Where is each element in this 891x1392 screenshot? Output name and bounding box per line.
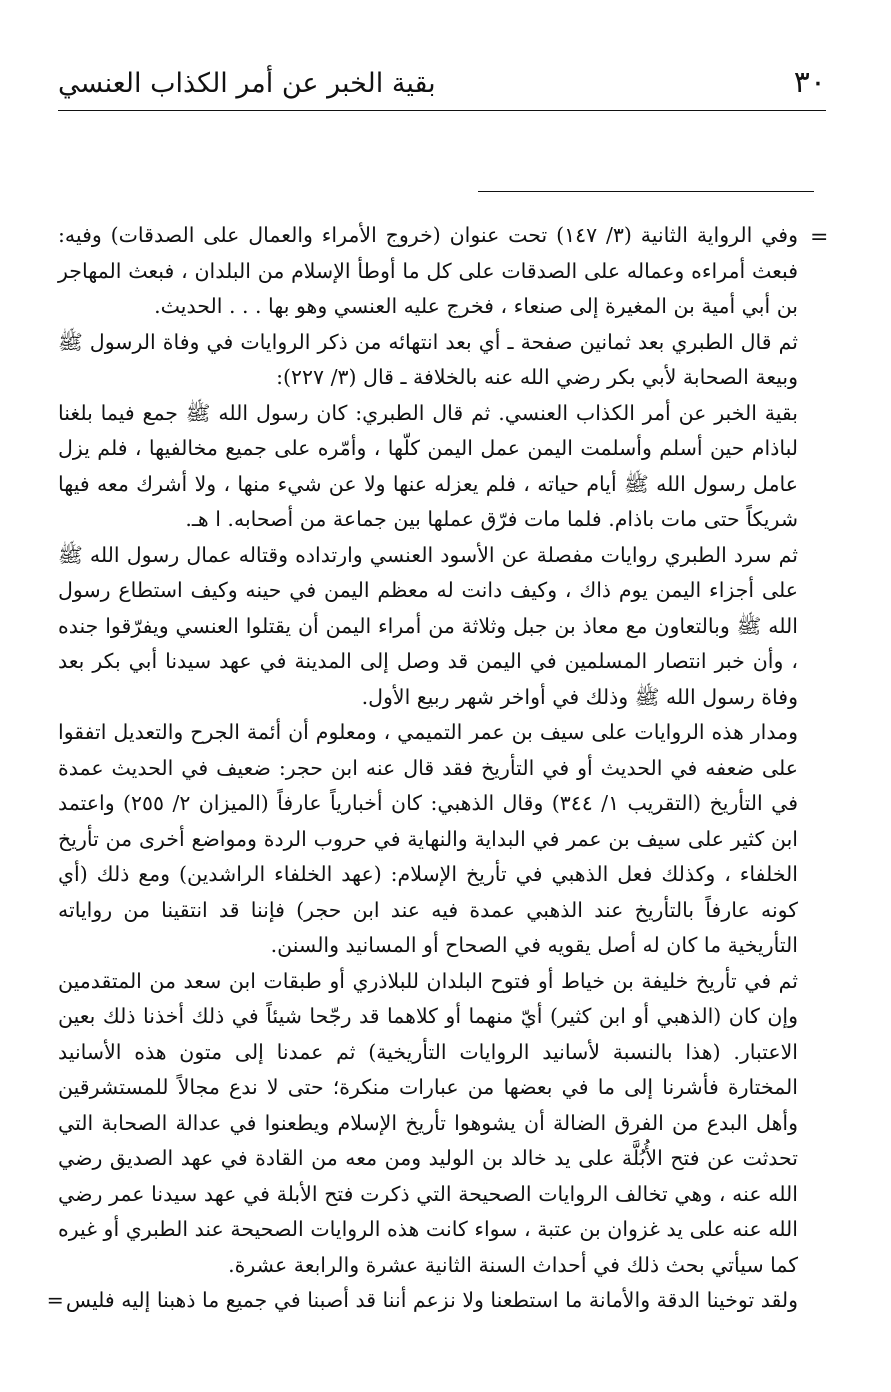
footnote-last-line-text: ولقد توخينا الدقة والأمانة ما استطعنا ولا نزعم أننا قد أصبنا في جميع ما ذهبنا إليه فليس: [65, 1288, 798, 1312]
footnote-paragraph: وفي الرواية الثانية (٣/ ١٤٧) تحت عنوان (خروج الأمراء والعمال على الصدقات) وفيه: فبعث أمراءه وعماله على الصدقات على كل ما أوطأ الإسلام من البلدان ، فبعث المهاجر بن أبي أمية بن المغيرة إلى صنعاء ، فخرج عليه العنسي وهو بها . . . الحديث.: [58, 223, 798, 318]
footnote-separator-rule: [478, 191, 814, 192]
footnote-paragraph: بقية الخبر عن أمر الكذاب العنسي. ثم قال الطبري: كان رسول الله ﷺ جمع فيما بلغنا لباذام حين أسلم وأسلمت اليمن عمل اليمن كلّها ، وأمّره على جميع مخالفيها ، فلم يزل عامل رسول الله ﷺ أيام حياته ، فلم يعزله عنها ولا عن شيء منها ، ولا أشرك معه فيها شريكاً حتى مات باذام. فلما مات فرّق عملها بين جماعة من أصحابه. ا هـ.: [58, 400, 798, 531]
footnote-continuation-mark: =: [810, 225, 829, 250]
footnote-paragraph-last: [46, 1283, 798, 1319]
footnote-paragraph: ثم في تأريخ خليفة بن خياط أو فتوح البلدان للبلاذري أو طبقات ابن سعد من المتقدمين وإن كان (الذهبي أو ابن كثير) أيّ منهما أو كلاهما قد رجّحا شيئاً في ذلك أخذنا ذلك بعين الاعتبار. (هذا بالنسبة لأسانيد الروايات التأريخية) ثم عمدنا إلى متون هذه الأسانيد المختارة فأشرنا إلى ما في بعضها من عبارات منكرة؛ حتى لا ندع مجالاً للمستشرقين وأهل البدع من الفرق الضالة أن يشوهوا تأريخ الإسلام ويطعنوا في عدالة الصحابة التي تحدثت عن فتح الأُبُلَّة على يد خالد بن الوليد ومن معه من القادة في عهد الصديق رضي الله عنه ، وهي تخالف الروايات الصحيحة التي ذكرت فتح الأبلة في عهد سيدنا عمر رضي الله عنه على يد غزوان بن عتبة ، سواء كانت هذه الروايات الصحيحة عند الطبري أو غيره كما سيأتي بحث ذلك في أحداث السنة الثانية عشرة والرابعة عشرة.: [58, 968, 798, 1277]
footnote-paragraph: ثم سرد الطبري روايات مفصلة عن الأسود العنسي وارتداده وقتاله عمال رسول الله ﷺ على أجزاء اليمن يوم ذاك ، وكيف دانت له معظم اليمن في حينه وكيف استطاع رسول الله ﷺ وبالتعاون مع معاذ بن جبل وثلاثة من أمراء اليمن أن يقتلوا العنسي ويفرّقوا جنده ، وأن خبر انتصار المسلمين في اليمن قد وصل إلى المدينة في عهد سيدنا أبي بكر بعد وفاة رسول الله ﷺ وذلك في أواخر شهر ربيع الأول.: [58, 542, 798, 709]
page-number: ٣٠: [793, 65, 826, 100]
footnote-paragraph: ثم قال الطبري بعد ثمانين صفحة ـ أي بعد انتهائه من ذكر الروايات في وفاة الرسول ﷺ وبيعة الصحابة لأبي بكر رضي الله عنه بالخلافة ـ قال (٣/ ٢٢٧):: [58, 329, 798, 389]
header-rule: [58, 110, 826, 111]
running-title: بقية الخبر عن أمر الكذاب العنسي: [58, 68, 436, 99]
footnote-paragraph: ومدار هذه الروايات على سيف بن عمر التميمي ، ومعلوم أن أئمة الجرح والتعديل اتفقوا على ضعفه في الحديث أو في التأريخ فقد قال عنه ابن حجر: ضعيف في الحديث عمدة في التأريخ (التقريب ١/ ٣٤٤) وقال الذهبي: كان أخبارياً عارفاً (الميزان ٢/ ٢٥٥) واعتمد ابن كثير على سيف بن عمر في البداية والنهاية في حروب الردة ومواضع أخرى من تأريخ الخلفاء ، وكذلك فعل الذهبي في تأريخ الإسلام: (عهد الخلفاء الراشدين) ومع ذلك (أي كونه عارفاً بالتأريخ عند الذهبي عمدة فيه عند ابن حجر) فإننا قد انتقينا من رواياته التأريخية ما كان له أصل يقويه في الصحاح أو المسانيد والسنن.: [58, 720, 798, 957]
footnote-body: [46, 218, 798, 1319]
footnote-end-continuation-mark: =: [46, 1288, 64, 1312]
page-header: [58, 66, 826, 106]
